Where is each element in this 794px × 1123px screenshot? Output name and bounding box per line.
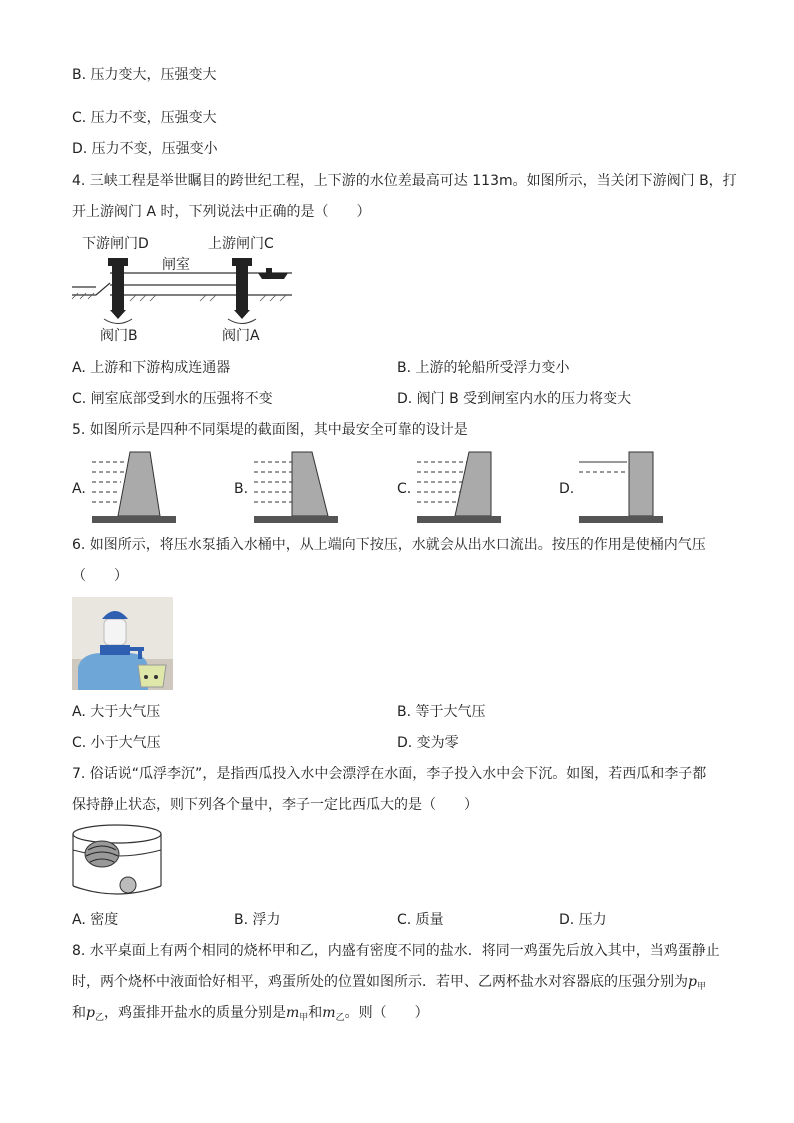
label-valve-b: 阀门B: [100, 328, 138, 344]
q6-stem-line1: 6. 如图所示，将压水泵插入水桶中，从上端向下按压，水就会从出水口流出。按压的作用是使桶内气压: [72, 537, 706, 553]
q7-option-b: B. 浮力: [234, 912, 281, 928]
ship-lock-diagram: [70, 233, 300, 345]
q7-option-a: A. 密度: [72, 912, 119, 928]
q5-label-a: A.: [72, 481, 86, 497]
label-upstream-gate-c: 上游闸门C: [208, 236, 274, 252]
dam-diagram-d: [575, 450, 667, 526]
q6-option-b: B. 等于大气压: [397, 704, 486, 720]
q5-label-b: B.: [234, 481, 249, 497]
q6-stem-line2: （ ）: [72, 568, 128, 584]
q7-stem-line1: 7. 俗话说“瓜浮李沉”，是指西瓜投入水中会漂浮在水面，李子投入水中会下沉。如图，若西瓜和李子都: [72, 766, 707, 782]
dam-diagram-b: [250, 450, 342, 526]
melon-plum-beaker-diagram: [70, 822, 164, 898]
q6-option-c: C. 小于大气压: [72, 735, 161, 751]
label-valve-a: 阀门A: [222, 328, 260, 344]
q6-option-a: A. 大于大气压: [72, 704, 161, 720]
q7-option-d: D. 压力: [559, 912, 607, 928]
q8-stem-line2: 时，两个烧杯中液面恰好相平，鸡蛋所处的位置如图所示．若甲、乙两杯盐水对容器底的压强分别为$p_甲$: [72, 974, 706, 992]
label-lock-chamber: 闸室: [162, 257, 190, 273]
q4-option-c: C. 闸室底部受到水的压强将不变: [72, 391, 273, 407]
q4-option-a: A. 上游和下游构成连通器: [72, 360, 231, 376]
q4-option-d: D. 阀门 B 受到闸室内水的压力将变大: [397, 391, 632, 407]
q3-option-b: B. 压力变大，压强变大: [72, 67, 217, 83]
q6-option-d: D. 变为零: [397, 735, 459, 751]
dam-diagram-a: [88, 450, 180, 526]
q4-stem-line1: 4. 三峡工程是举世瞩目的跨世纪工程，上下游的水位差最高可达 113m。如图所示，当关闭下游阀门 B，打: [72, 173, 737, 189]
q3-option-d: D. 压力不变，压强变小: [72, 141, 218, 157]
q5-label-d: D.: [559, 481, 575, 497]
q3-option-c: C. 压力不变，压强变大: [72, 110, 217, 126]
dam-diagram-c: [413, 450, 505, 526]
q4-stem-line2: 开上游阀门 A 时，下列说法中正确的是（ ）: [72, 204, 371, 220]
q8-stem-line1: 8. 水平桌面上有两个相同的烧杯甲和乙，内盛有密度不同的盐水．将同一鸡蛋先后放入其中，当鸡蛋静止: [72, 943, 720, 959]
q7-option-c: C. 质量: [397, 912, 444, 928]
q7-stem-line2: 保持静止状态，则下列各个量中，李子一定比西瓜大的是（ ）: [72, 797, 478, 813]
label-downstream-gate-d: 下游闸门D: [82, 236, 149, 252]
q8-stem-line3: 和$p_乙$，鸡蛋排开盐水的质量分别是$m_甲$和$m_乙$。则（ ）: [72, 1005, 429, 1023]
q5-label-c: C.: [397, 481, 412, 497]
q4-option-b: B. 上游的轮船所受浮力变小: [397, 360, 570, 376]
q5-stem: 5. 如图所示是四种不同渠堤的截面图，其中最安全可靠的设计是: [72, 422, 468, 438]
water-pump-photo: [72, 597, 173, 690]
